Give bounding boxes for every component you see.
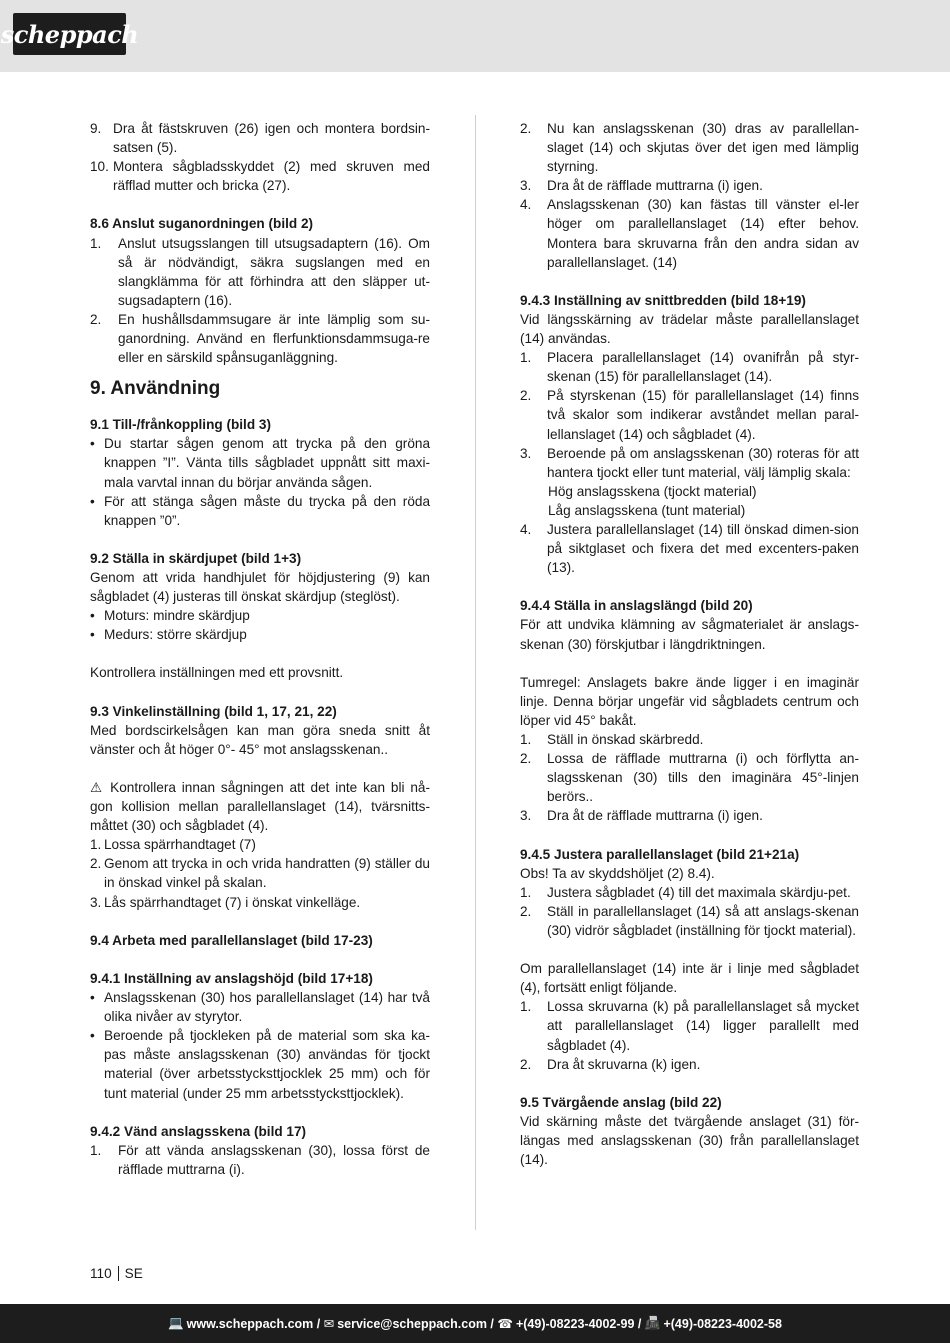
list-item bbox=[520, 902, 859, 940]
item-text: Lossa spärrhandtaget (7) bbox=[104, 837, 256, 853]
item-text: Genom att trycka in och vrida handratten (9) ställer du in önskad vinkel på skalan. bbox=[104, 856, 430, 891]
list-item bbox=[90, 434, 430, 491]
item-number: 2. bbox=[90, 856, 102, 872]
separator: / bbox=[486, 1316, 498, 1331]
fax-icon: 📠 bbox=[644, 1316, 661, 1330]
item-text: Beroende på tjockleken på de material som ska ka-pas måste anslagsskenan (30) användas för tjockt material (över arbetsstycksttjocklek 25 mm) och för tunt material (under 25 mm arbetsstycksttjocklek). bbox=[104, 1028, 430, 1101]
section-title-9-4-5: 9.4.5 Justera parallellanslaget (bild 21+21a) bbox=[520, 846, 800, 862]
warning-icon: ⚠ bbox=[90, 780, 105, 795]
scheppach-logo bbox=[0, 13, 139, 55]
section-title-9-4-4: 9.4.4 Ställa in anslagslängd (bild 20) bbox=[520, 598, 753, 614]
list-item bbox=[90, 157, 430, 195]
item-text: Justera sågbladet (4) till det maximala skärdju-pet. bbox=[547, 884, 851, 900]
item-text: Beroende på om anslagsskenan (30) roteras för att hantera tjockt eller tunt material, välj lämplig skala: bbox=[547, 445, 859, 480]
section-title-9-5: 9.5 Tvärgående anslag (bild 22) bbox=[520, 1094, 722, 1110]
list-item bbox=[520, 883, 859, 902]
list-item bbox=[520, 1055, 859, 1074]
item-number: 1. bbox=[90, 837, 102, 853]
warning-paragraph bbox=[90, 778, 430, 835]
list-item bbox=[520, 730, 859, 749]
item-text: Du startar sågen genom att trycka på den gröna knappen ”I”. Vänta tills sågbladet uppnått sitt maxi-mala varvtal innan du börjar använda sågen. bbox=[104, 436, 430, 490]
item-number: 1. bbox=[520, 350, 532, 366]
item-text: Anslagsskenan (30) kan fästas till vänster el-ler höger om parallellanslaget (14) efter behov. Montera bara skruvarna från den andra sidan av parallellanslaget. (14) bbox=[547, 197, 859, 270]
list-item bbox=[520, 348, 859, 386]
list-item bbox=[90, 310, 430, 367]
list-item bbox=[90, 1141, 430, 1179]
list-item bbox=[90, 1026, 430, 1102]
separator: / bbox=[634, 1316, 645, 1331]
item-number: 4. bbox=[520, 521, 532, 537]
item-text: Dra åt skruvarna (k) igen. bbox=[547, 1056, 701, 1072]
item-text: Lossa skruvarna (k) på parallellanslaget så mycket att parallellanslaget (14) ligger parallellt med sågbladet (4). bbox=[547, 999, 859, 1053]
list-item bbox=[520, 119, 859, 176]
item-text: Ställ in önskad skärbredd. bbox=[547, 732, 704, 747]
paragraph: Vid skärning måste det tvärgående anslaget (31) för-längas med anslagsskenan (30) från parallellanslaget (14). bbox=[520, 1113, 859, 1168]
item-text: Anslut utsugsslangen till utsugsadaptern (16). Om så är nödvändigt, säkra sugslangen med en slangklämma för att förhindra att den släpper ut-sugsadaptern (16). bbox=[118, 235, 430, 308]
item-text: Anslagsskenan (30) hos parallellanslaget (14) har två olika nivåer av styrytor. bbox=[104, 990, 430, 1025]
item-text: Dra åt fästskruven (26) igen och montera bordsin-satsen (5). bbox=[113, 121, 430, 156]
item-number: 2. bbox=[520, 751, 532, 767]
right-column bbox=[520, 119, 859, 1169]
column-divider bbox=[475, 115, 476, 1230]
item-number: 3. bbox=[520, 808, 532, 824]
list-item bbox=[90, 988, 430, 1026]
item-text: Medurs: större skärdjup bbox=[104, 627, 247, 643]
item-text: Ställ in parallellanslaget (14) så att anslags-skenan (30) vidrör sågbladet (inställning för tjockt material). bbox=[547, 903, 859, 938]
list-item bbox=[90, 625, 430, 644]
section-title-9-4-3: 9.4.3 Inställning av snittbredden (bild 18+19) bbox=[520, 292, 806, 308]
mail-icon: ✉ bbox=[323, 1317, 335, 1331]
page-footer bbox=[90, 1266, 143, 1281]
list-item bbox=[90, 835, 430, 854]
warning-text: Kontrollera innan sågningen att det inte kan bli nå-gon kollision mellan parallellanslaget (14), tvärsnitts-måttet (30) och sågbladet (4). bbox=[90, 780, 431, 834]
bullet: • bbox=[90, 493, 95, 509]
section-title-8-6: 8.6 Anslut suganordningen (bild 2) bbox=[90, 216, 314, 232]
logo-text: scheppach bbox=[0, 19, 139, 49]
section-title-9-2: 9.2 Ställa in skärdjupet (bild 1+3) bbox=[90, 550, 302, 566]
list-item bbox=[90, 606, 430, 625]
list-item bbox=[520, 444, 859, 482]
sub-line: Låg anslagsskena (tunt material) bbox=[548, 502, 746, 518]
item-text: På styrskenan (15) för parallellanslaget (14) finns två skalor som indikerar avståndet mellan paral-lellanslaget (14) och sågbladet (4). bbox=[547, 388, 859, 442]
item-number: 3. bbox=[520, 445, 532, 461]
item-number: 1. bbox=[520, 732, 532, 747]
email-link[interactable]: service@scheppach.com bbox=[337, 1316, 487, 1331]
left-column bbox=[90, 119, 430, 1179]
header-band bbox=[0, 0, 950, 72]
list-item bbox=[520, 806, 859, 825]
bullet: • bbox=[90, 990, 95, 1006]
section-title-9-4-2: 9.4.2 Vänd anslagsskena (bild 17) bbox=[90, 1123, 307, 1139]
item-number: 1. bbox=[90, 1142, 102, 1158]
item-text: Moturs: mindre skärdjup bbox=[104, 608, 250, 624]
list-item bbox=[90, 854, 430, 892]
paragraph: Kontrollera inställningen med ett provsnitt. bbox=[90, 665, 344, 681]
list-item bbox=[90, 893, 430, 912]
chapter-title-9: 9. Användning bbox=[90, 378, 221, 400]
list-item bbox=[90, 119, 430, 157]
list-item bbox=[520, 195, 859, 271]
language-code: SE bbox=[124, 1266, 143, 1281]
list-item bbox=[520, 176, 859, 195]
item-number: 1. bbox=[520, 884, 532, 900]
item-number: 1. bbox=[90, 235, 102, 251]
item-number: 3. bbox=[520, 178, 532, 194]
item-number: 2. bbox=[520, 121, 532, 136]
list-item bbox=[90, 234, 430, 310]
section-title-9-4-1: 9.4.1 Inställning av anslagshöjd (bild 17+18) bbox=[90, 970, 373, 986]
item-number: 2. bbox=[520, 1056, 532, 1072]
item-text: Lås spärrhandtaget (7) i önskat vinkelläge. bbox=[104, 894, 361, 910]
item-number: 3. bbox=[90, 894, 102, 910]
separator: / bbox=[313, 1316, 324, 1331]
item-number: 4. bbox=[520, 197, 532, 213]
item-text: Lossa de räfflade muttrarna (i) och förflytta an-slagsskenan (30) tills den imaginära 45°-linjen berörs.. bbox=[547, 751, 859, 805]
phone-icon: ☎ bbox=[497, 1317, 513, 1331]
item-number: 2. bbox=[520, 903, 532, 919]
paragraph: För att undvika klämning av sågmaterialet är anslags-skenan (30) förskjutbar i längdriktningen. bbox=[520, 617, 859, 652]
paragraph: Om parallellanslaget (14) inte är i linje med sågbladet (4), fortsätt enligt följande. bbox=[520, 961, 859, 996]
section-title-9-3: 9.3 Vinkelinställning (bild 1, 17, 21, 22) bbox=[90, 703, 337, 719]
list-item bbox=[520, 386, 859, 443]
item-number: 2. bbox=[90, 311, 102, 327]
item-number: 10. bbox=[90, 159, 109, 175]
paragraph: Med bordscirkelsågen kan man göra sneda snitt åt vänster och åt höger 0°- 45° mot anslagsskenan.. bbox=[90, 722, 430, 757]
item-text: Dra åt de räfflade muttrarna (i) igen. bbox=[547, 178, 763, 194]
item-text: För att stänga sågen måste du trycka på den röda knappen ”0”. bbox=[104, 493, 430, 528]
sub-line: Hög anslagsskena (tjockt material) bbox=[548, 483, 757, 499]
page-separator bbox=[118, 1266, 119, 1281]
website-link[interactable]: www.scheppach.com bbox=[186, 1316, 314, 1331]
item-number: 9. bbox=[90, 121, 102, 136]
paragraph: Tumregel: Anslagets bakre ände ligger i en imaginär linje. Denna börjar ungefär vid sågbladets centrum och löper vid 45° bakåt. bbox=[520, 674, 859, 728]
item-number: 2. bbox=[520, 388, 532, 404]
item-text: För att vända anslagsskenan (30), lossa först de räfflade muttrarna (i). bbox=[118, 1142, 430, 1177]
item-text: Dra åt de räfflade muttrarna (i) igen. bbox=[547, 808, 763, 824]
contact-bar bbox=[0, 1304, 950, 1343]
bullet: • bbox=[90, 627, 95, 643]
list-item bbox=[520, 749, 859, 806]
computer-icon: 💻 bbox=[168, 1316, 184, 1330]
phone-number: +(49)-08223-4002-99 bbox=[515, 1316, 635, 1331]
item-text: Justera parallellanslaget (14) till önskad dimen-sion på siktglaset och fixera det med excenters-paken (13). bbox=[547, 521, 859, 576]
item-text: Montera sågbladsskyddet (2) med skruven med räfflad mutter och bricka (27). bbox=[113, 159, 430, 194]
paragraph: Genom att vrida handhjulet för höjdjustering (9) kan sågbladet (4) justeras till önskat skärdjup (steglöst). bbox=[90, 569, 430, 605]
paragraph: Obs! Ta av skyddshöljet (2) 8.4). bbox=[520, 865, 715, 881]
paragraph: Vid längsskärning av trädelar måste parallellanslaget (14) användas. bbox=[520, 311, 859, 347]
page-number: 110 bbox=[90, 1266, 112, 1281]
item-number: 1. bbox=[520, 999, 532, 1015]
item-text: En hushållsdammsugare är inte lämplig som su-ganordning. Använd en flerfunktionsdammsuga-re eller en särskild spånsuganläggning. bbox=[118, 311, 430, 366]
section-title-9-4: 9.4 Arbeta med parallellanslaget (bild 17-23) bbox=[90, 932, 373, 948]
bullet: • bbox=[90, 608, 95, 624]
bullet: • bbox=[90, 1028, 95, 1044]
list-item bbox=[520, 520, 859, 577]
fax-number: +(49)-08223-4002-58 bbox=[663, 1316, 782, 1331]
list-item bbox=[90, 492, 430, 530]
item-text: Placera parallellanslaget (14) ovanifrån på styr-skenan (15) för parallellanslaget (14). bbox=[547, 350, 859, 385]
bullet: • bbox=[90, 436, 95, 452]
list-item bbox=[520, 997, 859, 1054]
section-title-9-1: 9.1 Till-/frånkoppling (bild 3) bbox=[90, 417, 272, 433]
item-text: Nu kan anslagsskenan (30) dras av parallellan-slaget (14) och skjutas över det igen med lämplig styrning. bbox=[547, 121, 859, 175]
